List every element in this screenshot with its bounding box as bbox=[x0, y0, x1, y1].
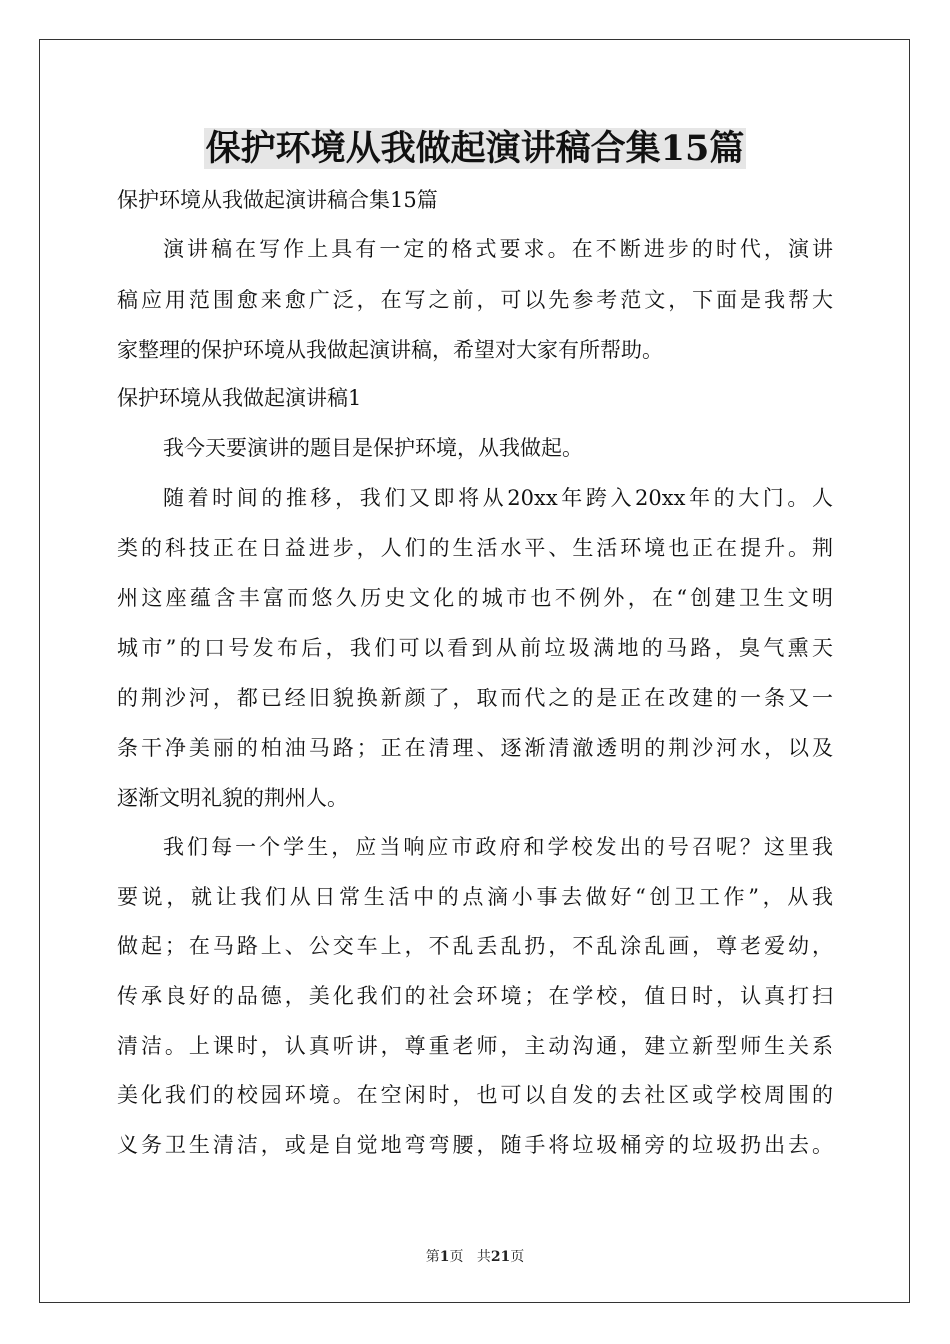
text-line: 要说，就让我们从日常生活中的点滴小事去做好“创卫工作”，从我 bbox=[117, 885, 833, 909]
text-line: 清洁。上课时，认真听讲，尊重老师，主动沟通，建立新型师生关系 bbox=[117, 1034, 833, 1058]
text-line: 我今天要演讲的题目是保护环境，从我做起。 bbox=[163, 436, 583, 460]
text-line: 类的科技正在日益进步，人们的生活水平、生活环境也正在提升。荆 bbox=[117, 536, 833, 560]
text-line: 随着时间的推移，我们又即将从20xx年跨入20xx年的大门。人 bbox=[163, 486, 833, 510]
text-line: 义务卫生清洁，或是自觉地弯弯腰，随手将垃圾桶旁的垃圾扔出去。 bbox=[117, 1133, 833, 1157]
text-line: 条干净美丽的柏油马路；正在清理、逐渐清澈透明的荆沙河水，以及 bbox=[117, 736, 833, 760]
page-footer: 第1页 共21页 bbox=[425, 1249, 525, 1265]
text-line: 美化我们的校园环境。在空闲时，也可以自发的去社区或学校周围的 bbox=[117, 1083, 833, 1107]
page-frame bbox=[39, 39, 910, 1303]
text-line: 逐渐文明礼貌的荆州人。 bbox=[117, 786, 348, 810]
text-line: 城市”的口号发布后，我们可以看到从前垃圾满地的马路，臭气熏天 bbox=[117, 636, 833, 660]
document-title: 保护环境从我做起演讲稿合集15篇 bbox=[205, 128, 745, 169]
text-line: 州这座蕴含丰富而悠久历史文化的城市也不例外，在“创建卫生文明 bbox=[117, 586, 833, 610]
total-page-count: 21 bbox=[490, 1249, 511, 1265]
text-line: 家整理的保护环境从我做起演讲稿，希望对大家有所帮助。 bbox=[117, 338, 663, 362]
text-line: 的荆沙河，都已经旧貌换新颜了，取而代之的是正在改建的一条又一 bbox=[117, 686, 833, 710]
section-heading: 保护环境从我做起演讲稿1 bbox=[117, 386, 362, 410]
text-line: 演讲稿在写作上具有一定的格式要求。在不断进步的时代，演讲 bbox=[163, 237, 833, 261]
text-line: 传承良好的品德，美化我们的社会环境；在学校，值日时，认真打扫 bbox=[117, 984, 833, 1008]
text-line: 稿应用范围愈来愈广泛，在写之前，可以先参考范文，下面是我帮大 bbox=[117, 288, 833, 312]
subtitle-line: 保护环境从我做起演讲稿合集15篇 bbox=[117, 188, 438, 212]
text-line: 做起；在马路上、公交车上，不乱丢乱扔，不乱涂乱画，尊老爱幼， bbox=[117, 934, 833, 958]
text-line: 我们每一个学生，应当响应市政府和学校发出的号召呢？这里我 bbox=[163, 835, 833, 859]
current-page-number: 1 bbox=[439, 1249, 450, 1265]
